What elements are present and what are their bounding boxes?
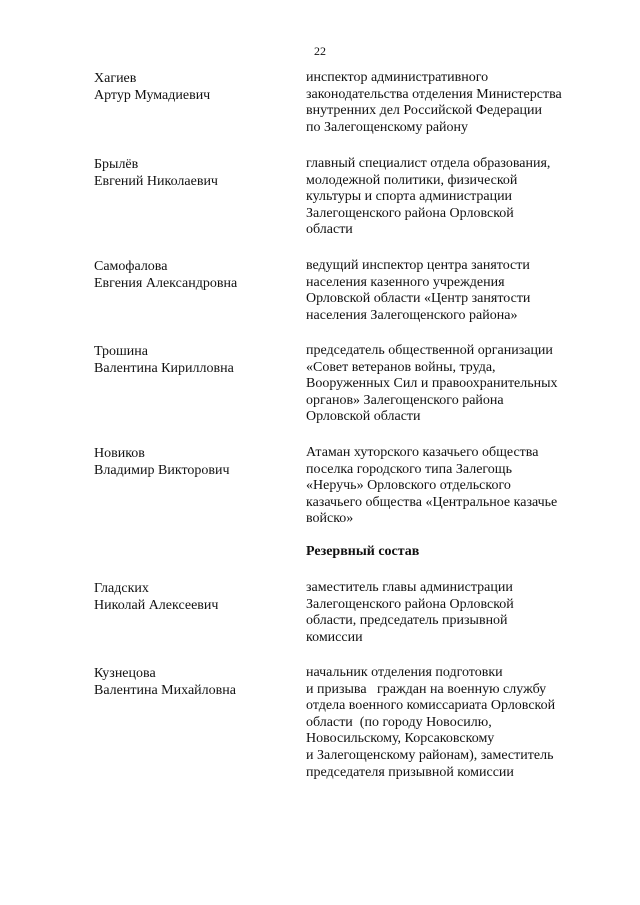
role-line: ведущий инспектор центра занятости (306, 258, 530, 273)
role-line: Вооруженных Сил и правоохранительных (306, 376, 558, 392)
role-line: области, председатель призывной (306, 613, 508, 629)
role-line: населения казенного учреждения (306, 274, 505, 290)
role-line: Залегощенского района Орловской (306, 596, 514, 612)
role-line: «Совет ветеранов войны, труда, (306, 359, 496, 375)
role-line: Новосильскому, Корсаковскому (306, 731, 495, 747)
member-given-names: Николай Алексеевич (94, 598, 219, 613)
member-role (306, 156, 591, 239)
role-line: Атаман хуторского казачьего общества (306, 445, 539, 460)
member-surname: Трошина (94, 344, 148, 359)
member-role (306, 665, 591, 781)
role-line: молодежной политики, физической (306, 172, 518, 188)
member-surname: Самофалова (94, 259, 168, 274)
member-name (94, 258, 294, 292)
page-number: 22 (314, 44, 326, 58)
role-line: «Неручь» Орловского отдельского (306, 478, 511, 494)
role-line: казачьего общества «Центральное казачье (306, 494, 558, 510)
member-surname: Хагиев (94, 71, 137, 86)
member-given-names: Евгений Николаевич (94, 174, 218, 189)
role-line: отдела военного комиссариата Орловской (306, 698, 556, 714)
role-line: области (306, 222, 353, 238)
member-surname: Кузнецова (94, 666, 156, 681)
member-given-names: Владимир Викторович (94, 463, 230, 478)
member-role (306, 580, 591, 646)
role-line: внутренних дел Российской Федерации (306, 103, 543, 119)
role-line: инспектор административного (306, 70, 489, 85)
role-line: законодательства отделения Министерства (306, 86, 562, 102)
member-name (94, 665, 294, 699)
member-role (306, 445, 591, 528)
role-line: культуры и спорта администрации (306, 189, 513, 205)
member-name (94, 343, 294, 377)
member-role (306, 258, 591, 324)
role-line: и Залегощенскому районам), заместитель (306, 747, 554, 763)
member-name (94, 70, 294, 104)
reserve-section-heading: Резервный состав (306, 544, 420, 559)
role-line: Залегощенского района Орловской (306, 205, 514, 221)
role-line: комиссии (306, 629, 363, 645)
member-given-names: Евгения Александровна (94, 276, 238, 291)
member-role (306, 70, 591, 136)
role-line: заместитель главы администрации (306, 580, 513, 595)
member-surname: Гладских (94, 581, 149, 596)
role-line: поселка городского типа Залегощь (306, 461, 512, 477)
member-given-names: Валентина Кирилловна (94, 361, 234, 376)
role-line: по Залегощенскому району (306, 119, 469, 135)
member-name (94, 156, 294, 190)
role-line: председателя призывной комиссии (306, 764, 514, 780)
role-line: органов» Залегощенского района (306, 392, 504, 408)
member-surname: Новиков (94, 446, 145, 461)
role-line: начальник отделения подготовки (306, 665, 503, 680)
role-line: главный специалист отдела образования, (306, 156, 551, 171)
member-surname: Брылёв (94, 157, 139, 172)
member-role (306, 343, 591, 426)
member-name (94, 580, 294, 614)
role-line: и призыва граждан на военную службу (306, 681, 547, 697)
role-line: области (по городу Новосилю, (306, 714, 492, 730)
role-line: Орловской области (306, 409, 421, 425)
role-line: Орловской области «Центр занятости (306, 291, 531, 307)
role-line: населения Залегощенского района» (306, 307, 518, 323)
member-name (94, 445, 294, 479)
role-line: войско» (306, 511, 354, 527)
member-given-names: Артур Мумадиевич (94, 88, 211, 103)
role-line: председатель общественной организации (306, 343, 553, 358)
member-given-names: Валентина Михайловна (94, 683, 236, 698)
